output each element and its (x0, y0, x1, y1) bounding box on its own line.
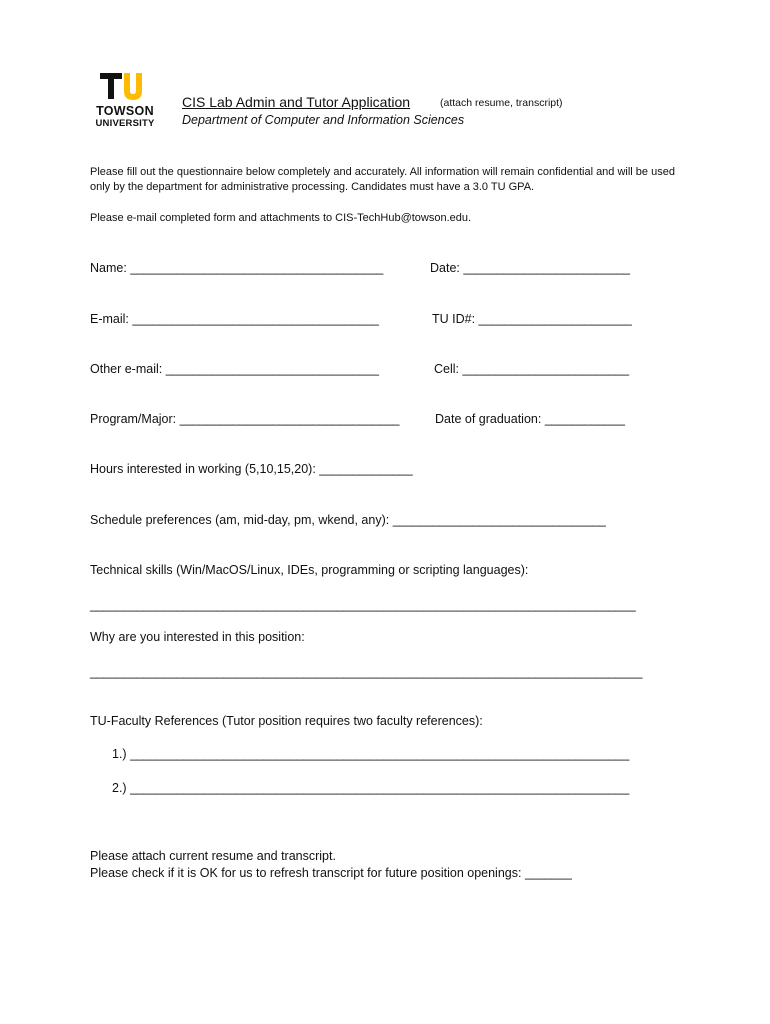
refresh-consent (90, 865, 572, 882)
department-subtitle: Department of Computer and Information Sciences (182, 113, 465, 127)
program-label: Program/Major: (90, 412, 177, 426)
cell-field (434, 362, 629, 376)
tu-logo-mark-icon (98, 72, 146, 100)
skills-blank[interactable]: __________________________________________________________________________________ (90, 598, 636, 612)
email-blank[interactable]: _____________________________________ (132, 312, 379, 326)
cell-blank[interactable]: _________________________ (462, 362, 629, 376)
program-field (90, 412, 399, 426)
date-blank[interactable]: _________________________ (463, 261, 630, 275)
hours-label: Hours interested in working (5,10,15,20): (90, 462, 316, 476)
refresh-blank[interactable]: _______ (524, 866, 572, 880)
form-title: CIS Lab Admin and Tutor Application (182, 94, 411, 110)
tu-id-blank[interactable]: _______________________ (478, 312, 632, 326)
graduation-blank[interactable]: ____________ (544, 412, 625, 426)
program-blank[interactable]: _________________________________ (179, 412, 400, 426)
reference-number: 2.) (112, 781, 127, 795)
title-note: (attach resume, transcript) (440, 97, 563, 109)
date-label: Date: (430, 261, 460, 275)
hours-field (90, 462, 412, 476)
other-email-label: Other e-mail: (90, 362, 163, 376)
date-field (430, 261, 630, 275)
intro-paragraph: Please fill out the questionnaire below completely and accurately. All information will remain confidential and will be used only by the department for administrative processing. Candidates must have a 3.0 TU GPA. (90, 166, 675, 193)
references-label: TU-Faculty References (Tutor position requires two faculty references): (90, 714, 483, 728)
name-field (90, 261, 383, 275)
name-blank[interactable]: ______________________________________ (130, 261, 384, 275)
cell-label: Cell: (434, 362, 460, 376)
name-label: Name: (90, 261, 127, 275)
reference-item (112, 747, 629, 761)
graduation-label: Date of graduation: (435, 412, 542, 426)
attach-note: Please attach current resume and transcript. (90, 849, 336, 863)
other-email-field (90, 362, 379, 376)
schedule-blank[interactable]: ________________________________ (392, 513, 606, 527)
reference-item (112, 781, 629, 795)
schedule-label: Schedule preferences (am, mid-day, pm, wkend, any): (90, 513, 390, 527)
hours-blank[interactable]: ______________ (319, 462, 413, 476)
refresh-label: Please check if it is OK for us to refresh transcript for future position openings: (90, 866, 522, 880)
skills-label: Technical skills (Win/MacOS/Linux, IDEs, programming or scripting languages): (90, 563, 529, 577)
tu-id-label: TU ID#: (432, 312, 476, 326)
reference-blank[interactable]: ___________________________________________________________________________ (130, 747, 629, 761)
towson-logo (90, 72, 160, 134)
tu-id-field (432, 312, 632, 326)
why-blank[interactable]: ___________________________________________________________________________________ (90, 665, 643, 679)
why-label: Why are you interested in this position: (90, 630, 305, 644)
email-instructions: Please e-mail completed form and attachments to CIS-TechHub@towson.edu. (90, 212, 472, 224)
logo-line1: TOWSON (96, 104, 154, 118)
email-label: E-mail: (90, 312, 129, 326)
other-email-blank[interactable]: ________________________________ (165, 362, 379, 376)
reference-number: 1.) (112, 747, 127, 761)
logo-line2: UNIVERSITY (95, 118, 155, 129)
email-field (90, 312, 379, 326)
schedule-field (90, 513, 606, 527)
graduation-field (435, 412, 625, 426)
reference-blank[interactable]: ___________________________________________________________________________ (130, 781, 629, 795)
